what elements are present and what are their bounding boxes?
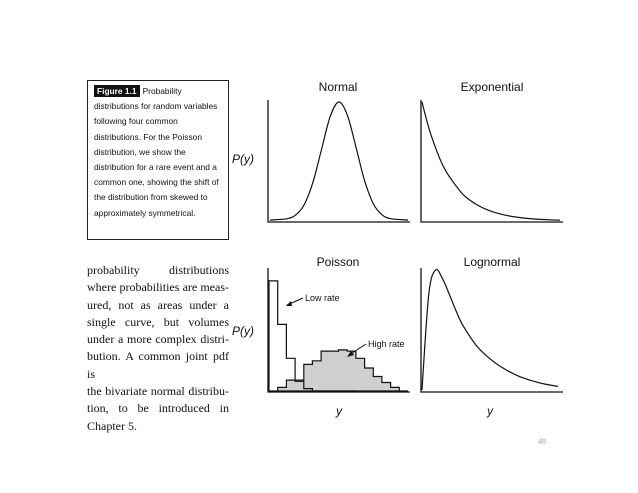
caption-line: approximately symmetrical.: [94, 207, 196, 218]
low-rate-annotation: [286, 293, 340, 306]
body-line: probability distributions: [87, 263, 229, 277]
normal-curve: [270, 102, 408, 220]
figure-label: Figure 1.1: [94, 85, 140, 97]
body-line: Chapter 5.: [87, 418, 137, 433]
low-rate-label: Low rate: [305, 293, 340, 303]
axes-normal: [268, 100, 410, 222]
body-line: tion, to be introduced in: [87, 401, 229, 416]
body-line: ured, not as areas under a: [87, 297, 229, 312]
body-line: single curve, but volumes: [87, 314, 229, 329]
body-line: the bivariate normal distribu-: [87, 384, 229, 399]
caption-line: distributions for random variables: [94, 101, 218, 112]
y-axis-label-bottom: P(y): [232, 324, 254, 338]
axes-lognormal: [421, 268, 563, 392]
panel-title-poisson: Poisson: [316, 255, 360, 269]
lognormal-curve: [422, 269, 558, 390]
body-line: under a more complex distri-: [87, 332, 229, 347]
caption-line: distribution, we show the: [94, 146, 186, 157]
body-line: bution. A common joint pdf is: [87, 349, 229, 381]
panel-title-lognormal: Lognormal: [463, 255, 521, 269]
y-axis-label-top: P(y): [232, 152, 254, 166]
poisson-high-rate-steps: [269, 350, 408, 391]
panel-title-exponential: Exponential: [460, 80, 524, 94]
exponential-curve: [422, 102, 560, 220]
caption-line: following four common: [94, 116, 178, 127]
caption-line: Probability: [142, 86, 182, 96]
page-number: 49: [538, 437, 546, 446]
axes-exponential: [421, 100, 563, 222]
x-axis-label-lognormal: y: [487, 404, 493, 418]
caption-line: common one, showing the shift of: [94, 177, 219, 188]
caption-line: distribution for a rare event and a: [94, 162, 217, 173]
x-axis-label-poisson: y: [336, 404, 342, 418]
low-rate-arrowhead: [286, 301, 292, 306]
caption-line: the distribution from skewed to: [94, 192, 208, 203]
body-line: where probabilities are meas-: [87, 280, 229, 295]
caption-line: distributions. For the Poisson: [94, 131, 202, 142]
high-rate-label: High rate: [368, 339, 405, 349]
panel-title-normal: Normal: [318, 80, 358, 94]
